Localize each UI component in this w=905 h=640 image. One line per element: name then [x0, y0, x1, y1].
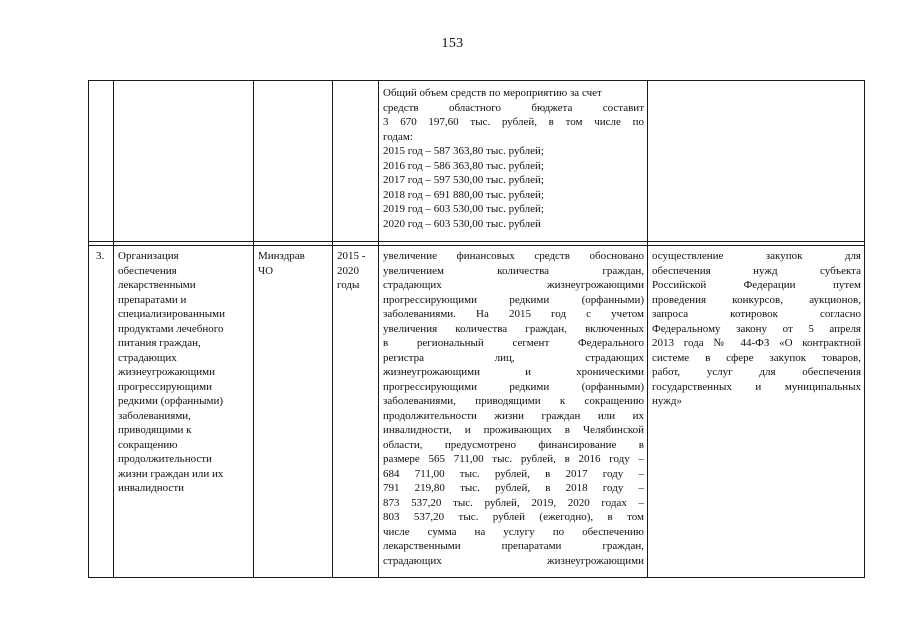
text-line: проведения конкурсов, аукционов,	[652, 293, 861, 306]
column-divider	[864, 80, 865, 578]
text-line: заболеваниями. На 2015 год с учетом	[383, 308, 644, 320]
text-line: 2015 -	[337, 250, 366, 262]
table-border-bottom	[88, 577, 864, 578]
text-line: годам:	[383, 130, 413, 143]
text-line: Российской Федерации путем	[652, 279, 861, 291]
text-line: жизни граждан или их	[118, 467, 224, 480]
text-line: размере 565 711,00 тыс. рублей, в 2016 году –	[383, 453, 644, 465]
continuation-description-cell	[383, 86, 644, 231]
text-line: осуществление закупок для	[652, 250, 861, 262]
text-line: системе в сфере закупок товаров,	[652, 351, 861, 364]
column-divider	[647, 80, 648, 578]
text-line: 684 711,00 тыс. рублей, в 2017 году –	[383, 467, 644, 480]
text-line: лекарственными	[118, 279, 196, 291]
text-line: 2020 год – 603 530,00 тыс. рублей	[383, 217, 541, 230]
text-line: прогрессирующими редкими (орфанными)	[383, 293, 644, 306]
text-line: Федеральному закону от 5 апреля	[652, 322, 861, 335]
text-line: 791 219,80 тыс. рублей, в 2018 году –	[383, 482, 644, 494]
text-line: 873 537,20 тыс. рублей, 2019, 2020 годах –	[383, 496, 644, 509]
text-line: сокращению	[118, 438, 178, 451]
text-line: приводящими к	[118, 424, 192, 436]
text-line: 2019 год – 603 530,00 тыс. рублей;	[383, 203, 544, 215]
text-line: регистра лиц, страдающих	[383, 351, 644, 364]
text-line: числе сумма на услугу по обеспечению	[383, 525, 644, 538]
text-line: продолжительности	[118, 453, 212, 465]
text-line: страдающих	[118, 351, 177, 364]
row-divider-inner	[88, 245, 864, 246]
text-line: 2015 год – 587 363,80 тыс. рублей;	[383, 145, 544, 157]
text-line: Минздрав	[258, 250, 305, 262]
text-line: специализированными	[118, 308, 225, 320]
text-line: инвалидности	[118, 482, 185, 494]
text-line: 3 670 197,60 тыс. рублей, в том числе по	[383, 116, 644, 128]
text-line: инвалидности, и проживающих в Челябинской	[383, 424, 644, 436]
procurement-cell	[652, 249, 861, 409]
text-line: увеличения количества граждан, включенных	[383, 322, 644, 335]
text-line: продуктами лечебного	[118, 322, 224, 335]
text-line: области, предусмотрено финансирование в	[383, 438, 644, 451]
text-line: нужд»	[652, 395, 682, 407]
text-line: увеличением количества граждан,	[383, 264, 644, 277]
table-border-top	[88, 80, 864, 81]
text-line: редкими (орфанными)	[118, 395, 224, 407]
text-line: жизнеугрожающими	[118, 366, 215, 378]
text-line: лекарственными препаратами граждан,	[383, 540, 644, 552]
text-line: продолжительности жизни граждан или их	[383, 409, 644, 422]
text-line: страдающих жизнеугрожающими	[383, 554, 644, 567]
text-line: 803 537,20 тыс. рублей (ежегодно), в том	[383, 511, 644, 523]
text-line: Общий объем средств по мероприятию за счет	[383, 87, 602, 99]
text-line: Организация	[118, 250, 179, 262]
row-number-cell	[96, 249, 104, 264]
row-number: 3.	[96, 250, 105, 262]
text-line: препаратами и	[118, 293, 187, 306]
text-line: прогрессирующими редкими (орфанными)	[383, 380, 644, 393]
text-line: обеспечения нужд субъекта	[652, 264, 861, 277]
column-divider	[88, 80, 89, 578]
column-divider	[253, 80, 254, 578]
text-line: заболеваниями, приводящими к сокращению	[383, 395, 644, 407]
text-line: страдающих жизнеугрожающими	[383, 279, 644, 291]
text-line: в региональный сегмент Федерального	[383, 337, 644, 349]
text-line: годы	[337, 279, 360, 291]
text-line: ЧО	[258, 264, 274, 277]
text-line: заболеваниями,	[118, 409, 191, 422]
text-line: 2013 года № 44-ФЗ «О контрактной	[652, 337, 861, 349]
period-cell	[337, 249, 377, 293]
column-divider	[378, 80, 379, 578]
row-divider	[88, 241, 864, 242]
text-line: жизнеугрожающими и хроническими	[383, 366, 644, 378]
text-line: 2016 год – 586 363,80 тыс. рублей;	[383, 159, 544, 172]
text-line: увеличение финансовых средств обосновано	[383, 250, 644, 262]
text-line: средств областного бюджета составит	[383, 101, 644, 114]
page-number: 153	[441, 36, 464, 51]
text-line: 2020	[337, 264, 359, 277]
text-line: 2017 год – 597 530,00 тыс. рублей;	[383, 174, 544, 186]
text-line: прогрессирующими	[118, 380, 212, 393]
column-divider	[113, 80, 114, 578]
text-line: государственных и муниципальных	[652, 380, 861, 393]
measure-name-cell	[118, 249, 251, 496]
column-divider	[332, 80, 333, 578]
text-line: питания граждан,	[118, 337, 201, 349]
text-line: работ, услуг для обеспечения	[652, 366, 861, 378]
text-line: 2018 год – 691 880,00 тыс. рублей;	[383, 188, 544, 201]
text-line: запроса котировок согласно	[652, 308, 861, 320]
justification-cell	[383, 249, 644, 568]
executor-cell	[258, 249, 330, 278]
text-line: обеспечения	[118, 264, 177, 277]
